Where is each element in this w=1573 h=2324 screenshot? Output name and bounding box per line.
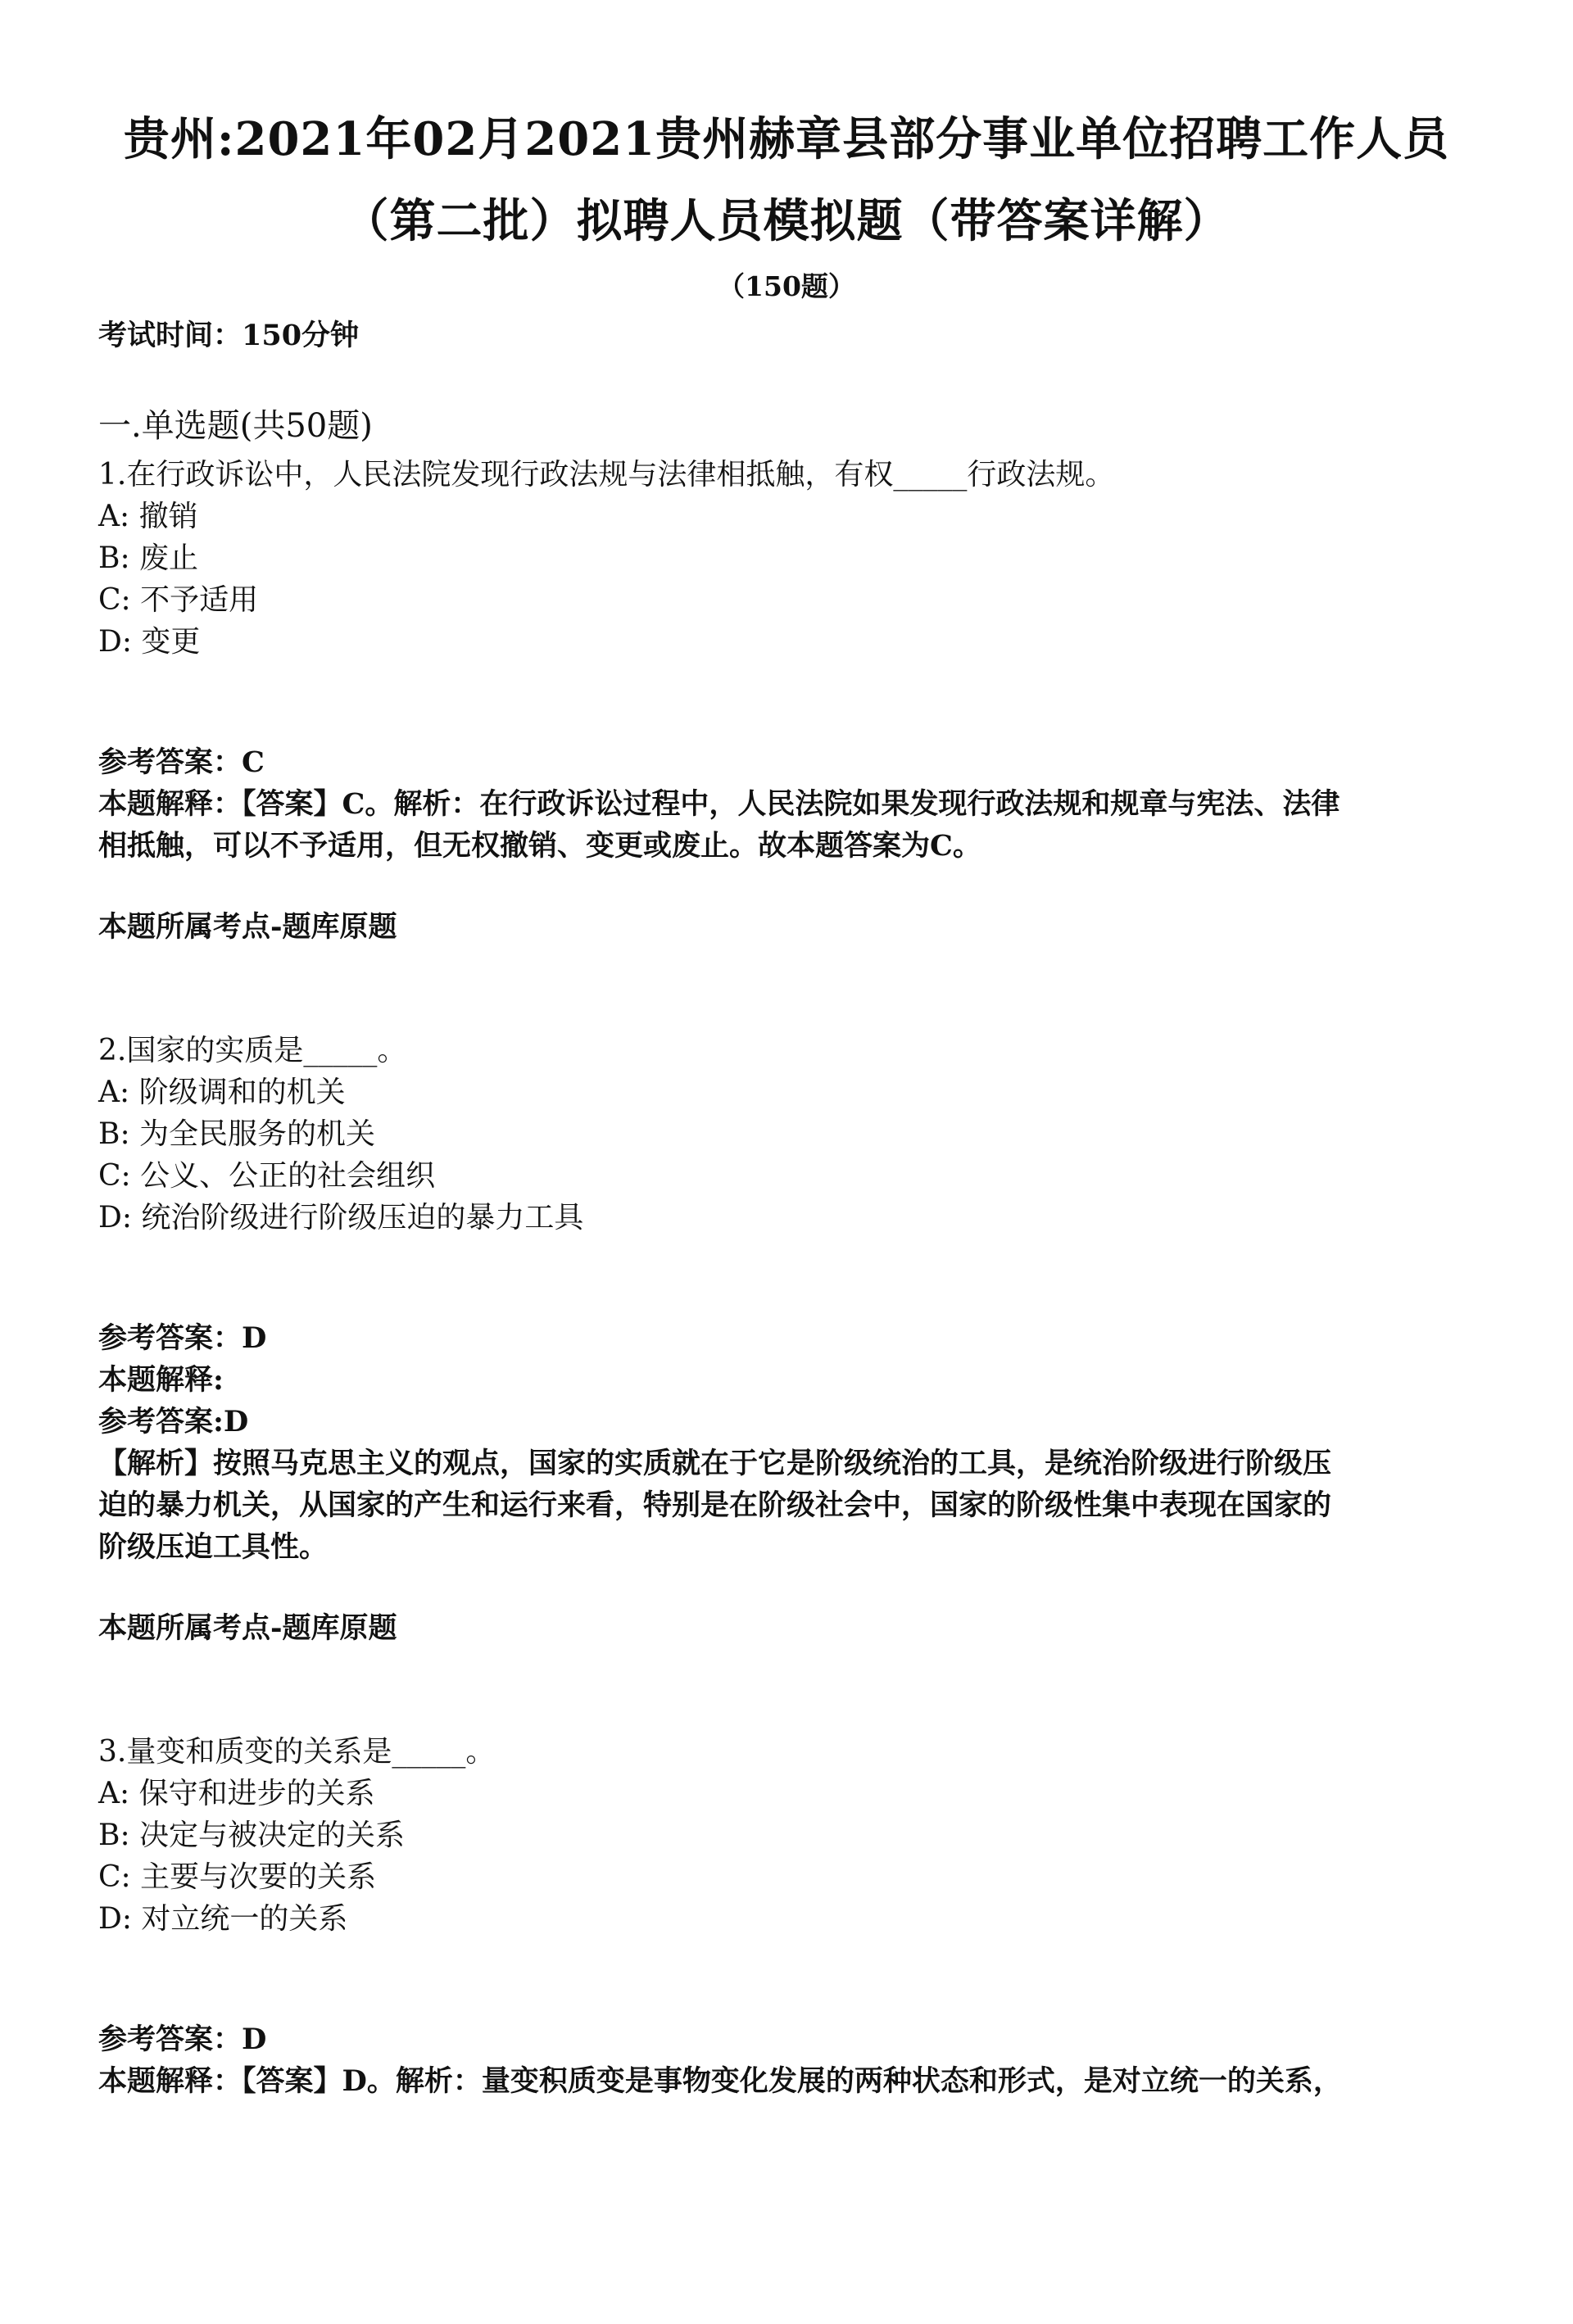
question-1	[98, 454, 1475, 948]
option-c: C: 不予适用	[98, 583, 259, 617]
option-a: A: 撤销	[98, 500, 198, 533]
reference-answer: 参考答案：C	[98, 745, 265, 779]
reference-answer: 参考答案：D	[98, 1321, 267, 1355]
explanation-line: 【解析】按照马克思主义的观点，国家的实质就在于它是阶级统治的工具，是统治阶级进行阶级压	[98, 1447, 1332, 1480]
explanation-line: 迫的暴力机关，从国家的产生和运行来看，特别是在阶级社会中，国家的阶级性集中表现在国家的	[98, 1488, 1332, 1522]
option-a: A: 阶级调和的机关	[98, 1076, 346, 1109]
option-c: C: 公义、公正的社会组织	[98, 1159, 436, 1193]
option-b: B: 废止	[98, 541, 199, 575]
document-title-line-1: 贵州:2021年02月2021贵州赫章县部分事业单位招聘工作人员	[123, 112, 1450, 166]
question-2	[98, 1030, 1475, 1649]
option-d: D: 变更	[98, 625, 201, 659]
option-a: A: 保守和进步的关系	[98, 1777, 375, 1810]
question-stem: 2.国家的实质是_____。	[98, 1034, 407, 1067]
explanation-line: 本题解释：【答案】D。解析：量变积质变是事物变化发展的两种状态和形式，是对立统一的关系，	[98, 2064, 1342, 2098]
explanation-line: 本题解释：【答案】C。解析：在行政诉讼过程中，人民法院如果发现行政法规和规章与宪法、法律	[98, 787, 1340, 821]
section-title: 一.单选题(共50题)	[98, 407, 373, 445]
reference-answer: 参考答案：D	[98, 2023, 267, 2056]
document-title-line-2: （第二批）拟聘人员模拟题（带答案详解）	[342, 194, 1231, 248]
explanation-line: 参考答案:D	[98, 1405, 249, 1438]
option-d: D: 统治阶级进行阶级压迫的暴力工具	[98, 1201, 584, 1234]
question-stem: 1.在行政诉讼中，人民法院发现行政法规与法律相抵触，有权_____行政法规。	[98, 458, 1115, 492]
document-page	[0, 98, 1573, 2324]
option-d: D: 对立统一的关系	[98, 1902, 348, 1936]
topic-label: 本题所属考点-题库原题	[98, 1611, 397, 1645]
explanation-line: 阶级压迫工具性。	[98, 1530, 329, 1564]
option-c: C: 主要与次要的关系	[98, 1860, 377, 1894]
option-b: B: 决定与被决定的关系	[98, 1819, 406, 1852]
explanation-line: 相抵触，可以不予适用，但无权撤销、变更或废止。故本题答案为C。	[98, 829, 981, 863]
option-b: B: 为全民服务的机关	[98, 1117, 376, 1151]
question-stem: 3.量变和质变的关系是_____。	[98, 1735, 496, 1769]
topic-label: 本题所属考点-题库原题	[98, 910, 397, 944]
question-count: （150题）	[718, 270, 855, 302]
question-3	[98, 1731, 1475, 2102]
exam-time: 考试时间：150分钟	[98, 319, 360, 352]
explanation-line: 本题解释:	[98, 1363, 224, 1397]
